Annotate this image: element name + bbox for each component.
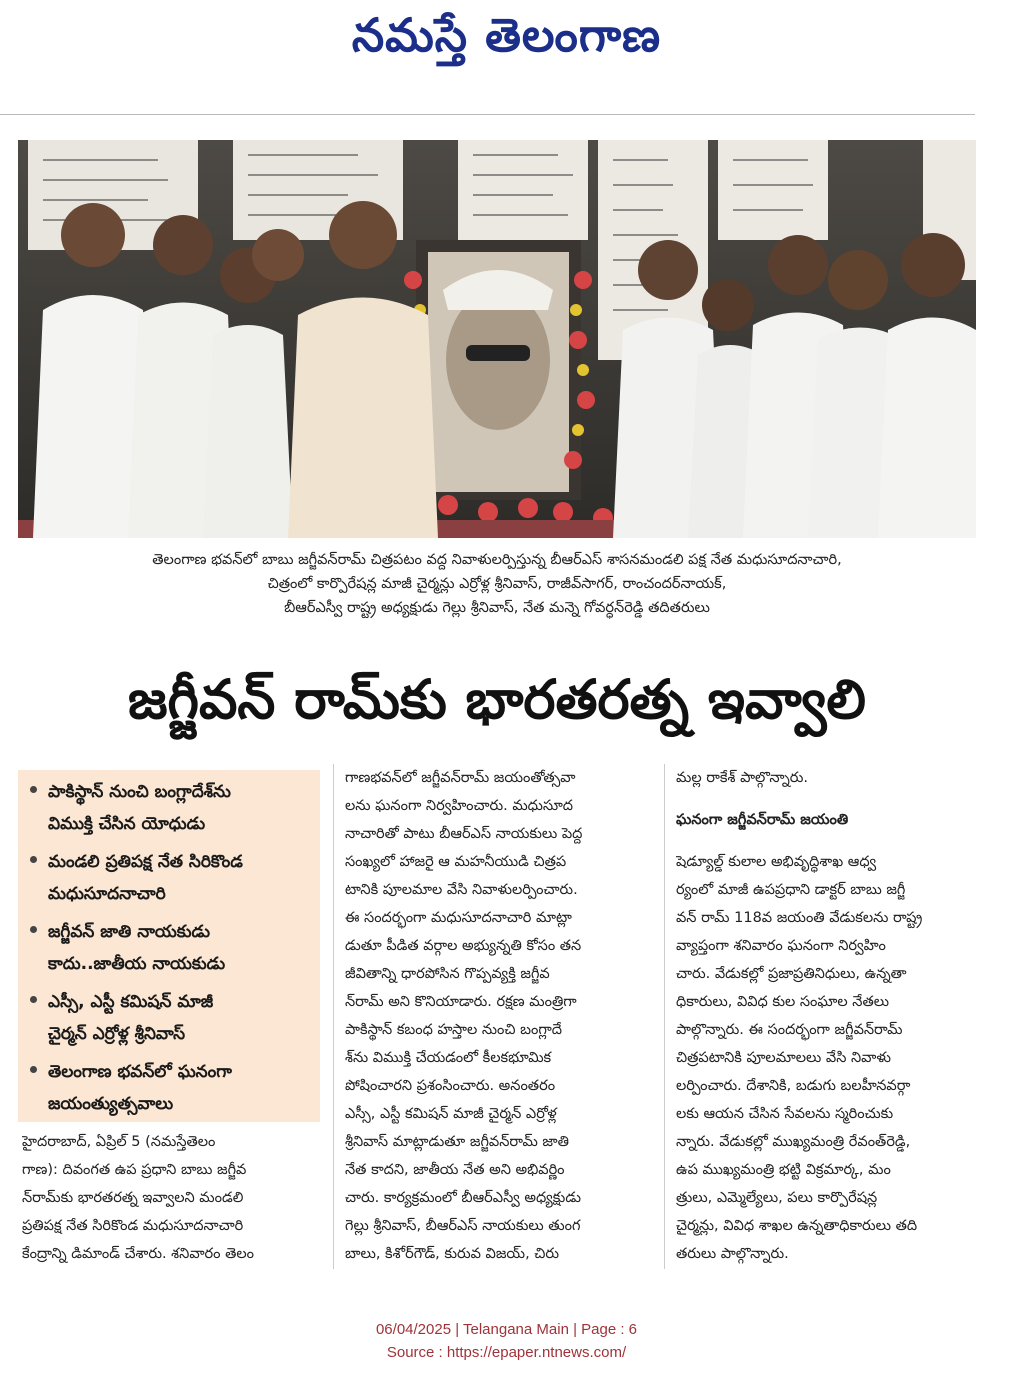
article-line: బాలు, కిశోర్‌గౌడ్, కురువ విజయ్, చిరు [345,1246,560,1262]
article-line: పాకిస్థాన్ కబంధ హస్తాల నుంచి బంగ్లాదే [345,1022,562,1038]
bullet-icon [30,856,37,863]
spacer [676,792,976,806]
highlight-item [18,916,320,980]
footer-edition-info: 06/04/2025 | Telangana Main | Page : 6 [375,1321,638,1338]
highlight-item [18,846,320,910]
bullet-icon [30,1066,37,1073]
bullet-icon [30,926,37,933]
column-divider [664,764,665,1269]
article-line: చిత్రపటానికి పూలమాలలు వేసి నివాళు [676,1050,891,1066]
article-line: గాణభవన్‌లో జగ్జీవన్‌రామ్ జయంతోత్సవా [345,770,576,786]
article-line: గెల్లు శ్రీనివాస్, బీఆర్‌ఎస్ నాయకులు తుంగ [345,1218,581,1234]
article-line: చారు. వేడుకల్లో ప్రజాప్రతినిధులు, ఉన్నతా [676,966,907,982]
bullet-icon [30,996,37,1003]
article-line: నేత కాదని, జాతీయ నేత అని అభివర్ణిం [345,1162,565,1178]
highlight-line: మధుసూదనాచారి [48,884,166,904]
highlight-item [18,776,320,840]
article-line: మల్ల రాకేశ్ పాల్గొన్నారు. [676,770,808,786]
bullet-icon [30,786,37,793]
highlight-line: కాదు..జాతీయ నాయకుడు [48,954,226,974]
article-line: సంఖ్యలో హాజరై ఆ మహనీయుడి చిత్రప [345,854,567,870]
article-line: చైర్మన్లు, వివిధ శాఖల ఉన్నతాధికారులు తది [676,1218,918,1234]
page-footer [0,1318,1013,1364]
article-line: టానికి పూలమాల వేసి నివాళులర్పించారు. [345,882,578,898]
column-divider [333,764,334,1269]
article-line: పాల్గొన్నారు. ఈ సందర్భంగా జగ్జీవన్‌రామ్ [676,1022,903,1038]
article-line: నాచారితో పాటు బీఆర్‌ఎస్ నాయకులు పెద్ద [345,826,583,842]
article-column-1 [22,1128,322,1268]
masthead [0,8,1013,72]
highlight-line: ఎస్సీ, ఎస్టీ కమిషన్ మాజీ [48,992,214,1012]
article-line: న్‌రామ్ అని కొనియాడారు. రక్షణ మంత్రిగా [345,994,577,1010]
article-line: చారు. కార్యక్రమంలో బీఆర్‌ఎస్వీ అధ్యక్షుడు [345,1190,582,1206]
article-line: ఉప ముఖ్యమంత్రి భట్టి విక్రమార్క, మం [676,1162,891,1178]
article-line: వన్ రామ్ 118వ జయంతి వేడుకలను రాష్ట్ర [676,910,923,926]
article-line: తరులు పాల్గొన్నారు. [676,1246,789,1262]
article-line: లర్పించారు. దేశానికి, బడుగు బలహీనవర్గా [676,1078,911,1094]
masthead-divider [0,114,975,115]
highlight-line: జగ్జీవన్ జాతి నాయకుడు [48,922,211,942]
photo-caption [18,548,976,636]
masthead-title: నమస్తే తెలంగాణ [351,8,662,62]
article-line: హైదరాబాద్, ఏప్రిల్ 5 (నమస్తేతెలం [22,1134,216,1150]
highlights-box [18,770,320,1122]
spacer [676,834,976,848]
article-line: వ్యాప్తంగా శనివారం ఘనంగా నిర్వహిం [676,938,886,954]
highlight-line: మండలి ప్రతిపక్ష నేత సిరికొండ [48,852,243,872]
highlight-line: జయంత్యుత్సవాలు [48,1094,174,1114]
article-line: శ్రీనివాస్ మాట్లాడుతూ జగ్జీవన్‌రామ్ జాతి [345,1134,569,1150]
article-line: ప్రతిపక్ష నేత సిరికొండ మధుసూదనాచారి [22,1218,244,1234]
caption-line: చిత్రంలో కార్పొరేషన్ల మాజీ చైర్మన్లు ఎర్రోళ్ల శ్రీనివాస్, రాజీవ్‌సాగర్, రాంచందర్‌నాయక్, [267,576,727,592]
article-line: న్‌రామ్‌కు భారతరత్న ఇవ్వాలని మండలి [22,1190,244,1206]
article-line: ధికారులు, వివిధ కుల సంఘాల నేతలు [676,994,890,1010]
article-line: లకు ఆయన చేసిన సేవలను స్మరించుకు [676,1106,894,1122]
article-line: జీవితాన్ని ధారపోసిన గొప్పవ్యక్తి జగ్జీవ [345,966,550,982]
highlight-line: చైర్మన్ ఎర్రోళ్ల శ్రీనివాస్ [48,1024,186,1044]
article-line: ర్యంలో మాజీ ఉపప్రధాని డాక్టర్ బాబు జగ్జీ [676,882,906,898]
highlight-item [18,986,320,1050]
news-photo [18,140,976,538]
caption-line: తెలంగాణ భవన్‌లో బాబు జగ్జీవన్‌రామ్ చిత్రపటం వద్ద నివాళులర్పిస్తున్న బీఆర్‌ఎస్ శాసనమండలి పక్ష నేత మధుసూదనాచారి, [152,552,842,568]
article-line: ఈ సందర్భంగా మధుసూదనాచారి మాట్లా [345,910,572,926]
highlight-line: తెలంగాణ భవన్‌లో ఘనంగా [48,1062,232,1082]
article-line: డుతూ పీడిత వర్గాల అభ్యున్నతి కోసం తన [345,938,582,954]
article-line: గాణ): దివంగత ఉప ప్రధాని బాబు జగ్జీవ [22,1162,247,1178]
photo-illustration [18,140,976,538]
article-line: న్నారు. వేడుకల్లో ముఖ్యమంత్రి రేవంత్‌రెడ్డి, [676,1134,911,1150]
article-line: లను ఘనంగా నిర్వహించారు. మధుసూద [345,798,574,814]
article-column-2 [345,764,645,1268]
article-line: త్రులు, ఎమ్మెల్యేలు, పలు కార్పొరేషన్ల [676,1190,878,1206]
headline: జగ్జీవన్ రామ్‌కు భారతరత్న ఇవ్వాలి [128,668,866,731]
article-line: పోషించారని ప్రశంసించారు. అనంతరం [345,1078,556,1094]
article-line: కేంద్రాన్ని డిమాండ్ చేశారు. శనివారం తెలం [22,1246,255,1262]
caption-line: బీఆర్‌ఎస్వీ రాష్ట్ర అధ్యక్షుడు గెల్లు శ్రీనివాస్, నేత మన్నె గోవర్ధన్‌రెడ్డి తదితరులు [284,600,710,616]
footer-source-link[interactable]: Source : https://epaper.ntnews.com/ [386,1344,627,1361]
article-line: షెడ్యూల్డ్ కులాల అభివృద్ధిశాఖ ఆధ్వ [676,854,877,870]
article-column-3 [676,764,976,1268]
article-line: ఎస్సీ, ఎస్టీ కమిషన్ మాజీ చైర్మన్ ఎర్రోళ్ల [345,1106,557,1122]
article-line: శ్‌ను విముక్తి చేయడంలో కీలకభూమిక [345,1050,552,1066]
highlight-line: పాకిస్థాన్ నుంచి బంగ్లాదేశ్‌ను [48,782,231,802]
article-subhead: ఘనంగా జగ్జీవన్‌రామ్ జయంతి [676,812,849,828]
highlight-line: విముక్తి చేసిన యోధుడు [48,814,206,834]
highlight-item [18,1056,320,1120]
